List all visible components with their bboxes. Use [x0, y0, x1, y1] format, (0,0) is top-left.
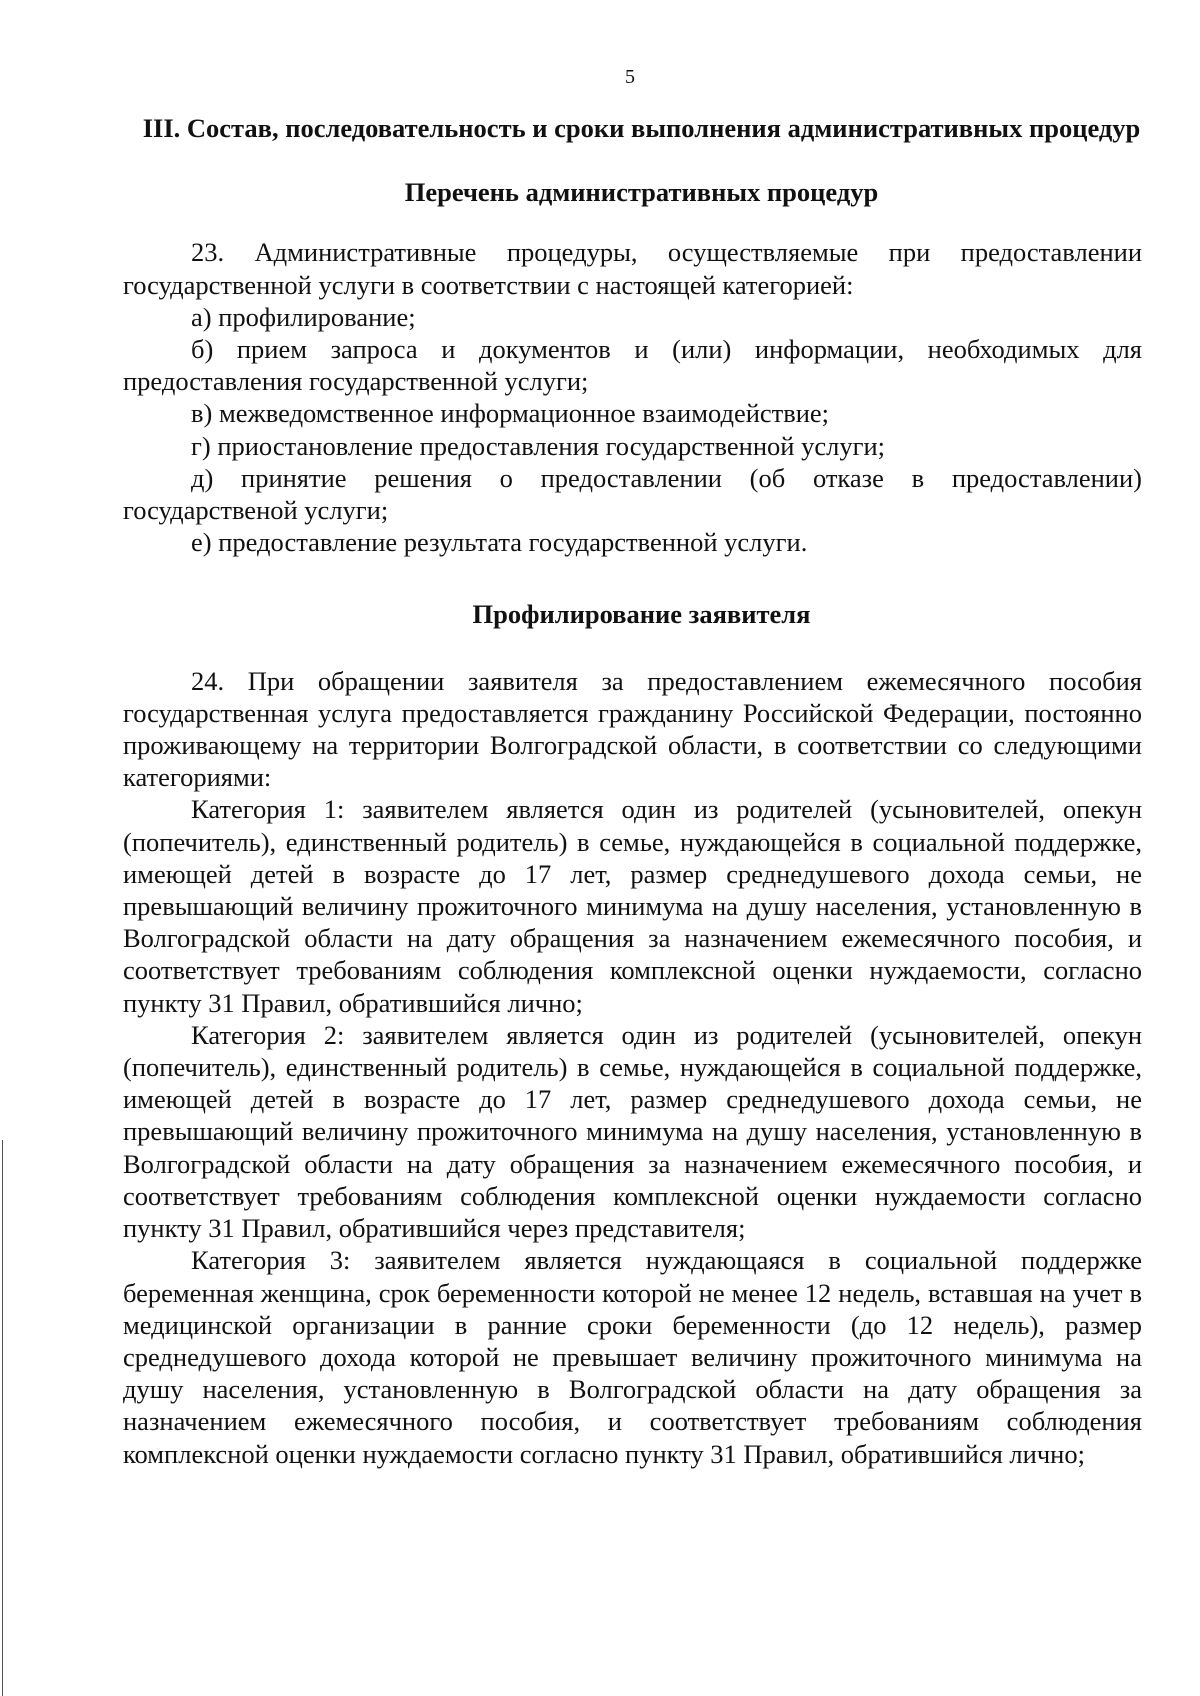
procedure-item: е) предоставление результата государственной услуги.: [191, 527, 808, 558]
paragraph-24-intro: 24. При обращении заявителя за предоставлением ежемесячного пособия государственная услуга предоставляется гражданину Российской Федерации, постоянно проживающему на территории Волгоградской области, в соответствии со следующими категориями:: [123, 665, 1142, 793]
procedure-item: г) приостановление предоставления государственной услуги;: [191, 430, 885, 461]
page-number: 5: [625, 66, 635, 88]
paragraph-23-intro: 23. Административные процедуры, осуществляемые при предоставлении государственной услуги в соответствии с настоящей категорией:: [123, 237, 1142, 300]
category-paragraph: Категория 1: заявителем является один из родителей (усыновителей, опекун (попечитель), единственный родитель) в семье, нуждающейся в социальной поддержке, имеющей детей в возрасте до 17 лет, размер среднедушевого дохода семьи, не превышающий величину прожиточного минимума на душу населения, установленную в Волгоградской области на дату обращения за назначением ежемесячного пособия, и соответствует требованиям соблюдения комплексной оценки нуждаемости, согласно пункту 31 Правил, обратившийся лично;: [123, 794, 1142, 1018]
procedure-item: а) профилирование;: [191, 301, 416, 332]
procedure-item: б) прием запроса и документов и (или) информации, необходимых для предоставления государственной услуги;: [123, 334, 1142, 397]
procedures-list-heading: Перечень административных процедур: [404, 177, 879, 208]
section-title: III. Состав, последовательность и сроки выполнения административных процедур: [142, 113, 1141, 143]
profiling-heading: Профилирование заявителя: [472, 599, 811, 630]
document-body: [123, 112, 1142, 1470]
category-paragraph: Категория 2: заявителем является один из родителей (усыновителей, опекун (попечитель), единственный родитель) в семье, нуждающейся в социальной поддержке, имеющей детей в возрасте до 17 лет, размер среднедушевого дохода семьи, не превышающий величину прожиточного минимума на душу населения, установленную в Волгоградской области на дату обращения за назначением ежемесячного пособия, и соответствует требованиям соблюдения комплексной оценки нуждаемости согласно пункту 31 Правил, обратившийся через представителя;: [123, 1019, 1142, 1244]
procedure-item: д) принятие решения о предоставлении (об отказе в предоставлении) государственой услуги;: [123, 462, 1142, 526]
procedure-item: в) межведомственное информационное взаимодействие;: [191, 398, 830, 429]
category-paragraph: Категория 3: заявителем является нуждающаяся в социальной поддержке беременная женщина, срок беременности которой не менее 12 недель, вставшая на учет в медицинской организации в ранние сроки беременности (до 12 недель), размер среднедушевого дохода которой не превышает величину прожиточного минимума на душу населения, установленную в Волгоградской области на дату обращения за назначением ежемесячного пособия, и соответствует требованиям соблюдения комплексной оценки нуждаемости согласно пункту 31 Правил, обратившийся лично;: [123, 1245, 1142, 1469]
scan-edge-line: [2, 1140, 3, 1696]
